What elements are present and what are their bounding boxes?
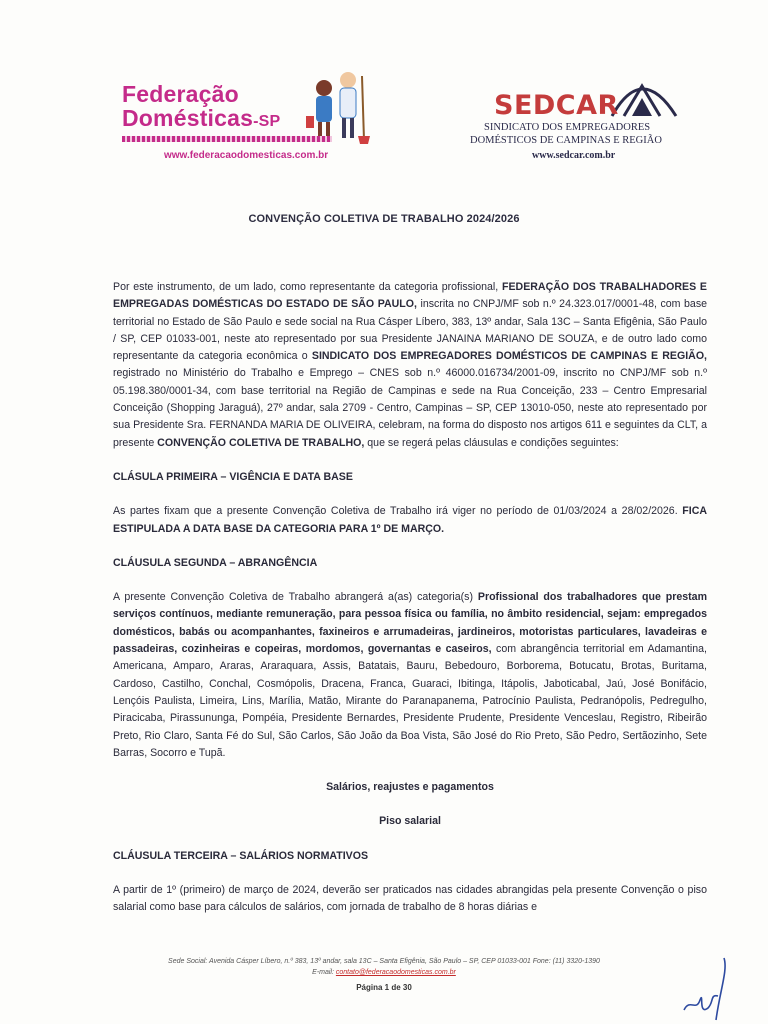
sedcar-subtitle-1: SINDICATO DOS EMPREGADORES [484, 122, 651, 133]
clause-3-heading: CLÁUSULA TERCEIRA – SALÁRIOS NORMATIVOS [113, 849, 369, 862]
page-footer: Sede Social: Avenida Cásper Líbero, n.º 383, 13º andar, sala 13C – Santa Efigênia, São Paulo – SP, CEP 01033-001 Fone: (11) 3320-1390 E-mail: contato@federacaodomesticas.com.br [0, 956, 768, 978]
housekeepers-illustration-icon [302, 66, 372, 146]
footer-email-link[interactable]: contato@federacaodomesticas.com.br [335, 969, 456, 976]
sedcar-subtitle-2: DOMÉSTICOS DE CAMPINAS E REGIÃO [470, 135, 662, 146]
handwritten-signature [680, 950, 750, 1022]
section-wage-floor-heading: Piso salarial [379, 815, 441, 828]
section-salaries-heading: Salários, reajustes e pagamentos [326, 781, 494, 794]
clause-1-text: As partes fixam que a presente Convenção Coletiva de Trabalho irá viger no período de 01/03/2024 a 28/02/2026. FICA ESTIPULADA A DATA BASE DA CATEGORIA PARA 1º DE MARÇO. [113, 505, 707, 535]
document-body [113, 279, 707, 917]
sedcar-logo [470, 68, 700, 168]
federacao-logo-text: Federação Domésticas-SP [122, 81, 281, 131]
document-title: CONVENÇÃO COLETIVA DE TRABALHO 2024/2026 [248, 213, 520, 225]
clause-2-heading: CLÁUSULA SEGUNDA – ABRANGÊNCIA [113, 556, 318, 569]
federacao-logo [122, 66, 372, 166]
page-number: Página 1 de 30 [356, 983, 412, 992]
federacao-tagline-bar [122, 136, 332, 142]
footer-address: Sede Social: Avenida Cásper Líbero, n.º 383, 13º andar, sala 13C – Santa Efigênia, São Paulo – SP, CEP 01033-001 Fone: (11) 3320-1390 [168, 958, 600, 965]
federacao-website: www.federacaodomesticas.com.br [164, 150, 329, 161]
clause-3-text: A partir de 1º (primeiro) de março de 2024, deverão ser praticados nas cidades abrangidas pela presente Convenção o piso salarial como base para cálculos de salários, com jornada de trabalho de 8 horas diárias e [113, 884, 707, 914]
clause-1-heading: CLÁSULA PRIMEIRA – VIGÊNCIA E DATA BASE [113, 470, 353, 483]
intro-paragraph: Por este instrumento, de um lado, como representante da categoria profissional, FEDERAÇÃO DOS TRABALHADORES E EMPREGADAS DOMÉSTICAS DO ESTADO DE SÃO PAULO, inscrita no CNPJ/MF sob n.º 24.323.017/0001-48, com base territorial no Estado de São Paulo e sede social na Rua Cásper Líbero, 383, 13º andar, Sala 13C – Santa Efigênia, São Paulo / SP, CEP 01033-001, neste ato representado por sua Presidente JANAINA MARIANO DE SOUZA, e de outro lado como representante da categoria econômica o SINDICATO DOS EMPREGADORES DOMÉSTICOS DE CAMPINAS E REGIÃO, registrado no Ministério do Trabalho e Emprego – CNES sob n.º 46000.016734/2001-09, inscrito no CNPJ/MF sob n.º 05.198.380/0001-34, com base territorial na Região de Campinas e sede na Rua Conceição, 233 – Centro Empresarial Conceição (Shopping Jaraguá), 27º andar, sala 2709 - Centro, Campinas – SP, CEP 13010-050, neste ato representado por sua Presidente Sra. FERNANDA MARIA DE OLIVEIRA, celebram, na forma do disposto nos artigos 611 e seguintes da CLT, a presente CONVENÇÃO COLETIVA DE TRABALHO, que se regerá pelas cláusulas e condições seguintes: [113, 281, 708, 449]
sedcar-name: SEDCAR [494, 90, 619, 121]
sedcar-website: www.sedcar.com.br [532, 150, 616, 161]
clause-2-text: A presente Convenção Coletiva de Trabalho abrangerá a(as) categoria(s) Profissional dos trabalhadores que prestam serviços contínuos, mediante remuneração, para pessoa física ou família, no âmbito residencial, sejam: empregados domésticos, babás ou acompanhantes, faxineiros e arrumadeiras, jardineiros, motoristas particulares, lavadeiras e passadeiras, cozinheiras e copeiras, mordomos, governantas e caseiros, com abrangência territorial em Adamantina, Americana, Amparo, Araras, Araraquara, Assis, Batatais, Bauru, Bebedouro, Borborema, Botucatu, Brotas, Buritama, Cardoso, Castilho, Conchal, Cosmópolis, Dracena, Franca, Guaraci, Ibitinga, Itápolis, Jaboticabal, Jaú, José Bonifácio, Lençóis Paulista, Limeira, Lins, Marília, Matão, Mirante do Paranapanema, Patrocínio Paulista, Pedranópolis, Pedregulho, Piracicaba, Pirassununga, Pompéia, Presidente Bernardes, Presidente Prudente, Presidente Venceslau, Registro, Ribeirão Preto, Rio Claro, Santa Fé do Sul, São Carlos, São João da Boa Vista, São José do Rio Preto, São Pedro, Sertãozinho, Sete Barras, Socorro e Tupã. [113, 591, 707, 759]
